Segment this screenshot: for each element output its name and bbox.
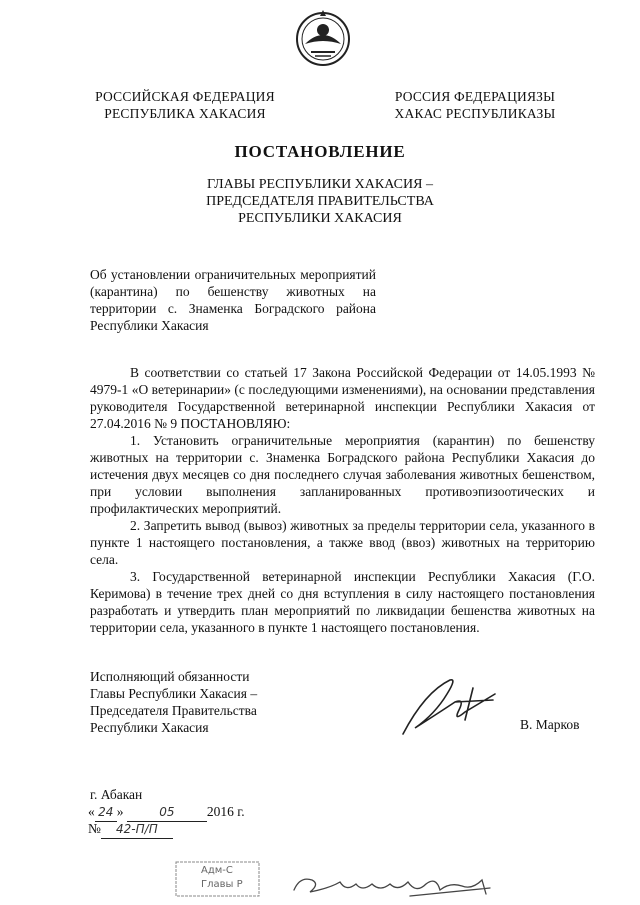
registration-stamp (175, 861, 260, 897)
header-left-line2: РЕСПУБЛИКА ХАКАСИЯ (104, 106, 266, 121)
header-right-line1: РОССИЯ ФЕДЕРАЦИЯЗЫ (394, 89, 556, 104)
header-right-line2: ХАКАС РЕСПУБЛИКАЗЫ (394, 106, 556, 121)
body-item-1: 1. Установить ограничительные мероприятия (карантин) по бешенству животных на территории с. Знаменка Боградского района Республики Хакасия до истечения двух месяцев со дня последнего случая заболевания животных бешенством, при условии выполнения запланированных противоэпизоотических и профилактических мероприятий. (90, 433, 595, 516)
date-year: 2016 г. (206, 804, 245, 819)
signatory-line2: Главы Республики Хакасия – (90, 686, 258, 701)
number-value: 42-П/П (101, 821, 173, 839)
header-left-line1: РОССИЙСКАЯ ФЕДЕРАЦИЯ (95, 89, 275, 104)
header-left (70, 88, 300, 122)
document-body (90, 364, 595, 636)
signatory-title (90, 668, 310, 736)
subtitle-line2: ПРЕДСЕДАТЕЛЯ ПРАВИТЕЛЬСТВА (206, 194, 434, 209)
handwritten-initials (290, 866, 510, 900)
date-quote-close: » (116, 804, 124, 819)
stamp-line1: Адм-С (201, 865, 233, 876)
document-subject: Об установлении ограничительных мероприятий (карантина) по бешенству животных на территории с. Знаменка Боградского района Республики Хакасия (90, 267, 376, 333)
number-prefix: № (88, 821, 101, 836)
document-title: ПОСТАНОВЛЕНИЕ (234, 142, 406, 161)
handwritten-signature (395, 672, 505, 742)
signatory-line4: Республики Хакасия (90, 720, 209, 735)
body-intro: В соответствии со статьей 17 Закона Российской Федерации от 14.05.1993 № 4979-1 «О ветеринарии» (с последующими изменениями), на основании представления руководителя Государственной ветеринарной инспекции Республики Хакасия от 27.04.2016 № 9 ПОСТАНОВЛЯЮ: (90, 365, 595, 431)
signatory-line1: Исполняющий обязанности (90, 669, 250, 684)
signatory-name: В. Марков (520, 717, 580, 732)
header-right (360, 88, 590, 122)
city: г. Абакан (90, 787, 143, 802)
body-item-3: 3. Государственной ветеринарной инспекции Республики Хакасия (Г.О. Керимова) в течение трех дней со дня вступления в силу настоящего постановления разработать и утвердить план мероприятий по ликвидации бешенства животных на территории села, указанного в пункте 1 настоящего постановления. (90, 569, 595, 635)
subtitle-line1: ГЛАВЫ РЕСПУБЛИКИ ХАКАСИЯ – (207, 177, 433, 192)
date-quote-open: « (88, 804, 95, 819)
document-subtitle (170, 176, 470, 227)
date-month: 05 (127, 804, 207, 822)
signatory-line3: Председателя Правительства (90, 703, 257, 718)
coat-of-arms-emblem (295, 8, 351, 70)
document-number (88, 820, 173, 839)
stamp-line2: Главы Р (201, 879, 243, 890)
body-item-2: 2. Запретить вывод (вывоз) животных за пределы территории села, указанного в пункте 1 настоящего постановления, а также ввод (ввоз) животных на территорию села. (90, 518, 595, 567)
subtitle-line3: РЕСПУБЛИКИ ХАКАСИЯ (238, 211, 402, 226)
date-day: 24 (95, 804, 117, 822)
